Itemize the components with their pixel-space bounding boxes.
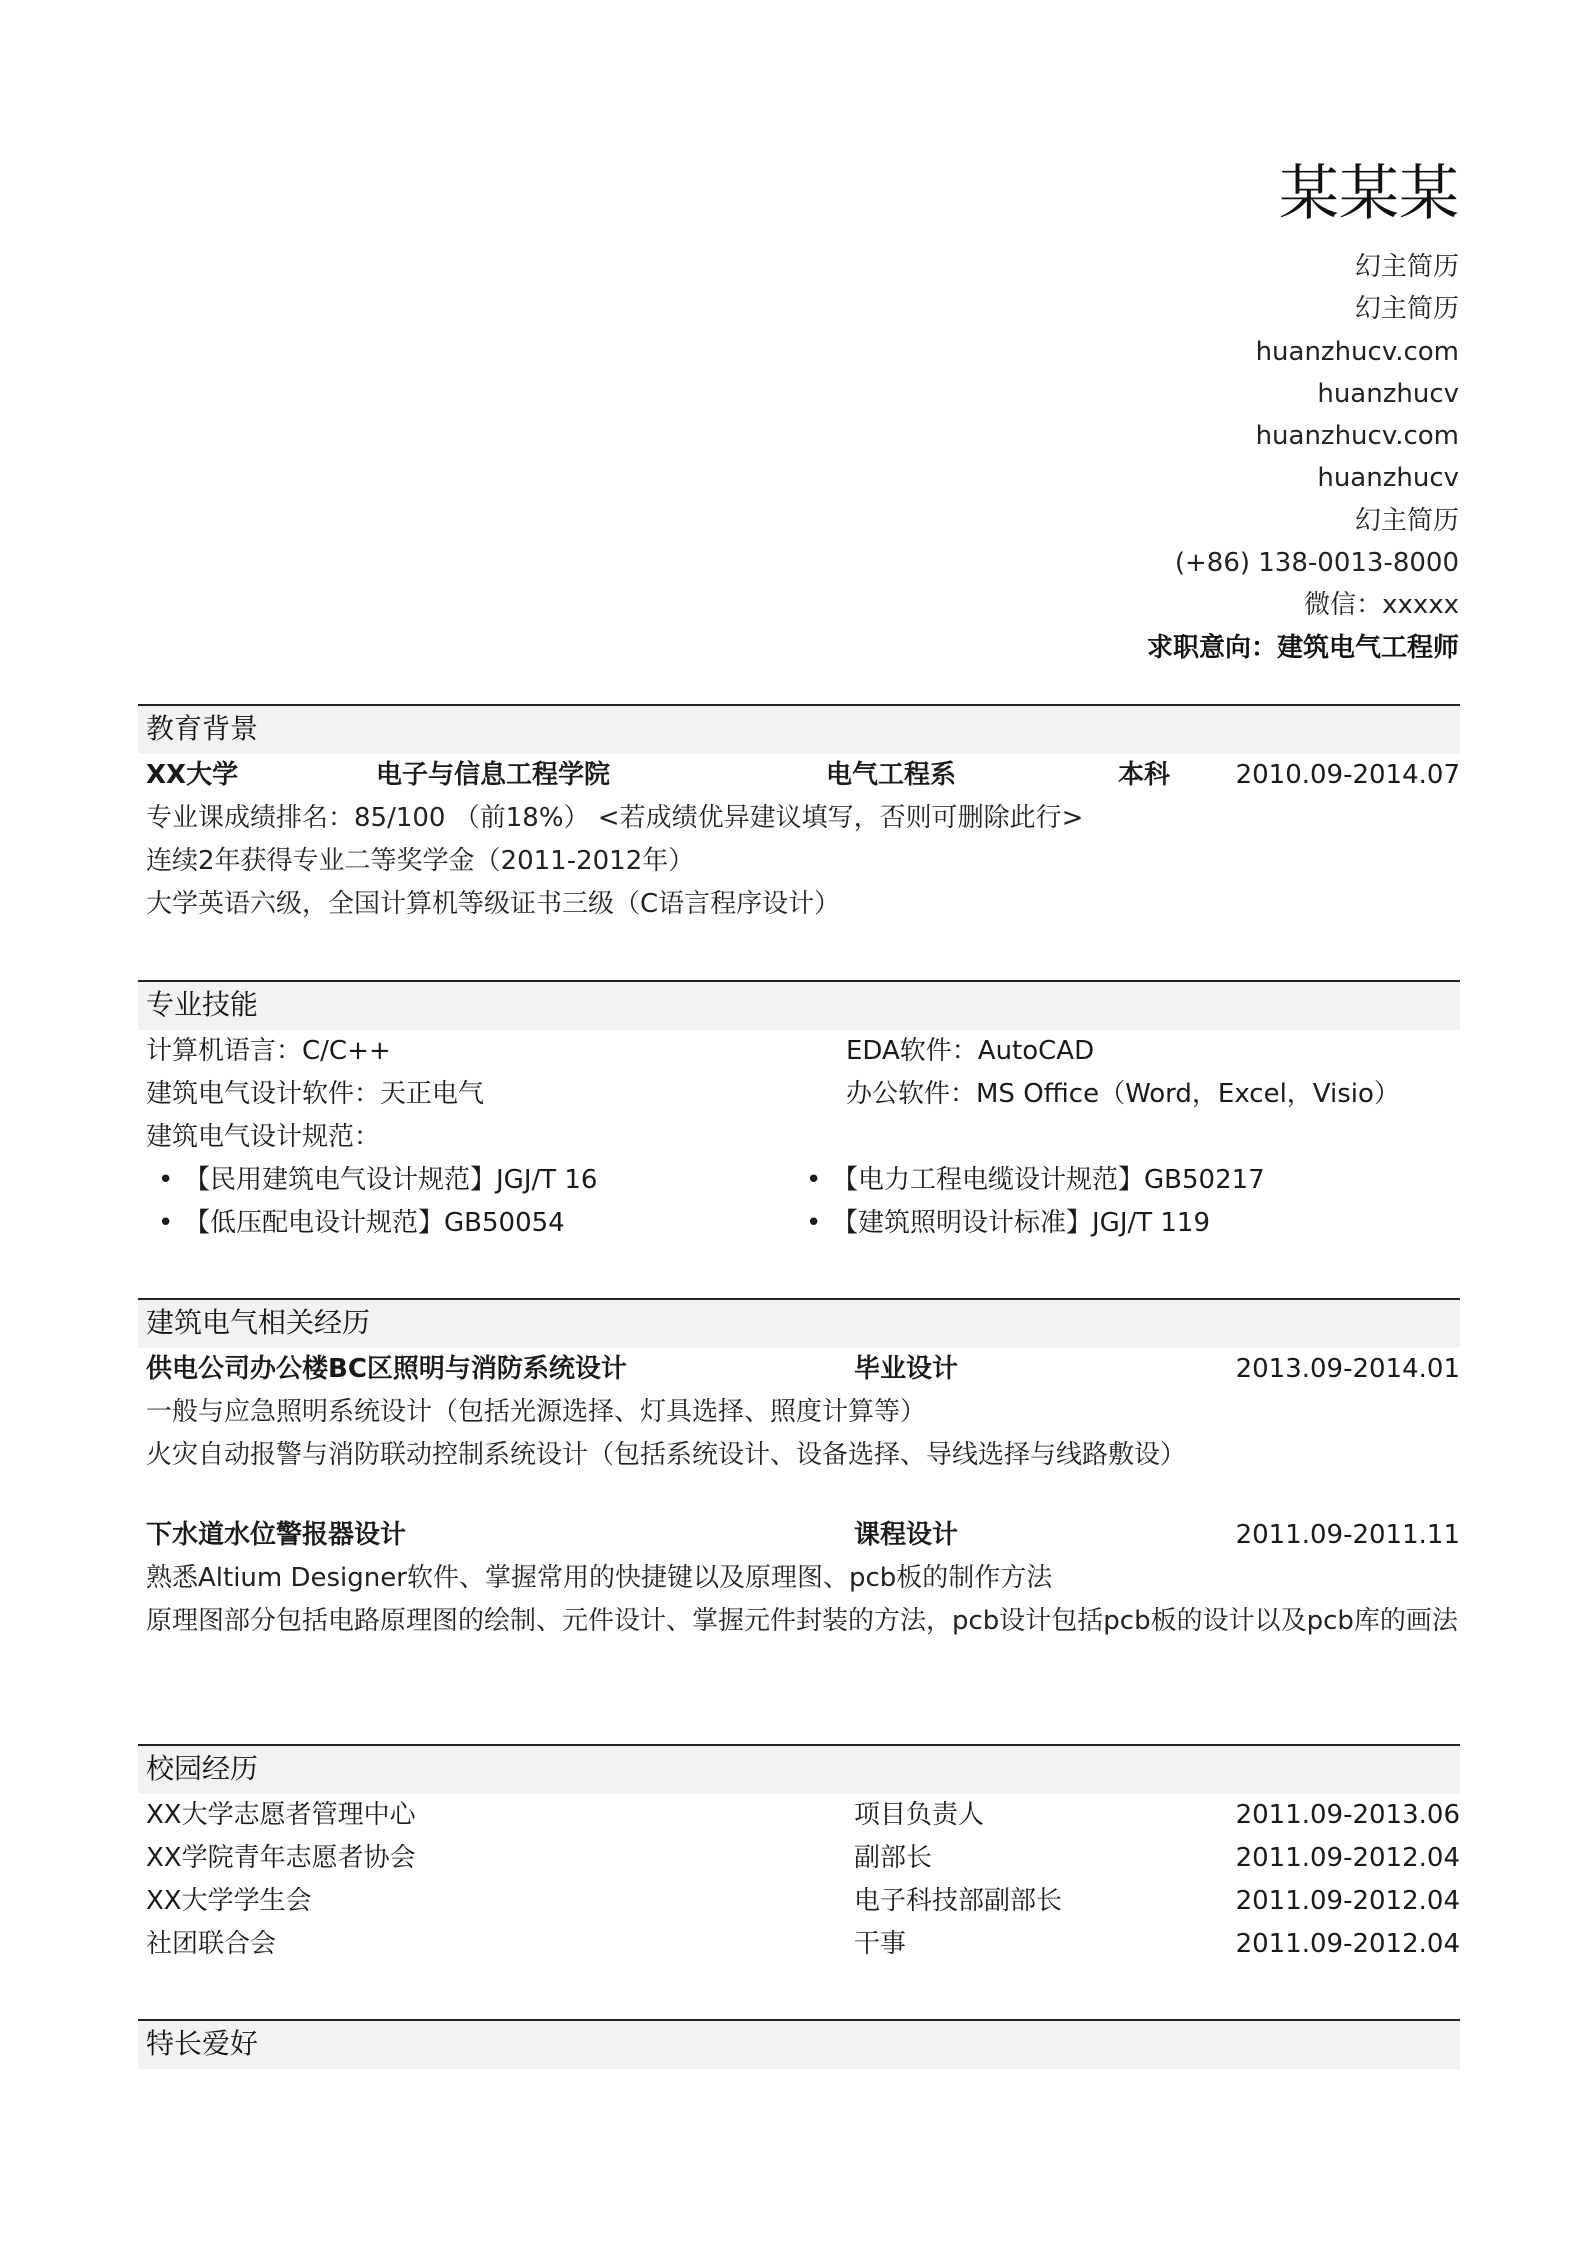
- section-title: 特长爱好: [138, 2019, 1460, 2069]
- college-name: 电子与信息工程学院: [376, 760, 611, 790]
- contact-line: 幻主简历: [1354, 294, 1459, 325]
- contact-line: 幻主简历: [1354, 505, 1459, 536]
- education-section: [138, 704, 1460, 926]
- project-row: [138, 1348, 1460, 1391]
- campus-org: 社团联合会: [146, 1929, 277, 1959]
- campus-period: 2011.09-2012.04: [1235, 1843, 1460, 1873]
- job-intent: 求职意向：建筑电气工程师: [1146, 632, 1459, 663]
- campus-org: XX学院青年志愿者协会: [146, 1843, 416, 1873]
- campus-row: [138, 1880, 1460, 1923]
- skills-row: [138, 1030, 1460, 1073]
- project-line: 一般与应急照明系统设计（包括光源选择、灯具选择、照度计算等）: [146, 1397, 927, 1427]
- campus-section: [138, 1744, 1460, 1966]
- project-period: 2013.09-2014.01: [1235, 1354, 1460, 1384]
- section-title: 校园经历: [138, 1744, 1460, 1794]
- norms-row: [138, 1202, 1460, 1245]
- contact-line: 幻主简历: [1354, 252, 1459, 282]
- campus-row: [138, 1794, 1460, 1837]
- norms-row: [138, 1159, 1460, 1202]
- skill-item: 建筑电气设计软件：天正电气: [146, 1079, 485, 1109]
- campus-row: [138, 1837, 1460, 1880]
- campus-role: 副部长: [854, 1843, 933, 1873]
- project-line: 原理图部分包括电路原理图的绘制、元件设计、掌握元件封装的方法，pcb设计包括pcb板的设计以及pcb库的画法: [146, 1606, 1458, 1636]
- project-type: 课程设计: [854, 1520, 959, 1550]
- campus-row: [138, 1923, 1460, 1966]
- contact-website: huanzhucv.com: [1255, 421, 1459, 452]
- project-name: 下水道水位警报器设计: [146, 1520, 407, 1550]
- school-name: XX大学: [146, 760, 239, 790]
- contact-wechat: 微信：xxxxx: [1304, 590, 1459, 621]
- campus-period: 2011.09-2012.04: [1235, 1929, 1460, 1959]
- section-title: 教育背景: [138, 704, 1460, 754]
- contact-line: huanzhucv: [1317, 463, 1459, 494]
- candidate-name: 某某某: [1279, 159, 1459, 229]
- education-period: 2010.09-2014.07: [1235, 760, 1460, 790]
- project-name: 供电公司办公楼BC区照明与消防系统设计: [146, 1354, 627, 1384]
- campus-role: 电子科技部副部长: [854, 1886, 1063, 1916]
- department-name: 电气工程系: [826, 760, 957, 790]
- contact-block: [1147, 246, 1459, 669]
- project-line: 熟悉Altium Designer软件、掌握常用的快捷键以及原理图、pcb板的制作方法: [146, 1563, 1053, 1593]
- skill-item: EDA软件：AutoCAD: [846, 1036, 1095, 1066]
- project-period: 2011.09-2011.11: [1235, 1520, 1460, 1550]
- education-row: [138, 754, 1460, 797]
- norm-item: • 【民用建筑电气设计规范】JGJ/T 16: [184, 1159, 597, 1202]
- norm-item: • 【低压配电设计规范】GB50054: [184, 1202, 565, 1245]
- campus-role: 项目负责人: [854, 1800, 985, 1830]
- hobbies-section: [138, 2019, 1460, 2069]
- section-title: 建筑电气相关经历: [138, 1298, 1460, 1348]
- campus-period: 2011.09-2012.04: [1235, 1886, 1460, 1916]
- project-row: [138, 1514, 1460, 1557]
- campus-role: 干事: [854, 1929, 907, 1959]
- section-title: 专业技能: [138, 980, 1460, 1030]
- contact-phone: (+86) 138-0013-8000: [1174, 548, 1459, 579]
- norm-item: • 【电力工程电缆设计规范】GB50217: [832, 1159, 1265, 1202]
- skill-item: 办公软件：MS Office（Word，Excel，Visio）: [846, 1079, 1400, 1109]
- education-line: 专业课成绩排名：85/100 （前18%） <若成绩优异建议填写，否则可删除此行>: [146, 803, 1084, 833]
- campus-org: XX大学志愿者管理中心: [146, 1800, 416, 1830]
- contact-website: huanzhucv.com: [1255, 336, 1459, 367]
- experience-section: [138, 1298, 1460, 1643]
- campus-org: XX大学学生会: [146, 1886, 312, 1916]
- degree: 本科: [1118, 760, 1171, 790]
- campus-period: 2011.09-2013.06: [1235, 1800, 1460, 1830]
- education-line: 大学英语六级，全国计算机等级证书三级（C语言程序设计）: [146, 889, 841, 919]
- project-line: 火灾自动报警与消防联动控制系统设计（包括系统设计、设备选择、导线选择与线路敷设）: [146, 1440, 1187, 1470]
- norm-item: • 【建筑照明设计标准】JGJ/T 119: [832, 1202, 1210, 1245]
- skills-section: [138, 980, 1460, 1245]
- education-line: 连续2年获得专业二等奖学金（2011-2012年）: [146, 846, 695, 876]
- contact-line: huanzhucv: [1317, 378, 1459, 409]
- norms-label: 建筑电气设计规范：: [146, 1122, 381, 1152]
- skill-item: 计算机语言：C/C++: [146, 1036, 391, 1066]
- project-type: 毕业设计: [854, 1354, 959, 1384]
- skills-row: [138, 1116, 1460, 1159]
- skills-row: [138, 1073, 1460, 1116]
